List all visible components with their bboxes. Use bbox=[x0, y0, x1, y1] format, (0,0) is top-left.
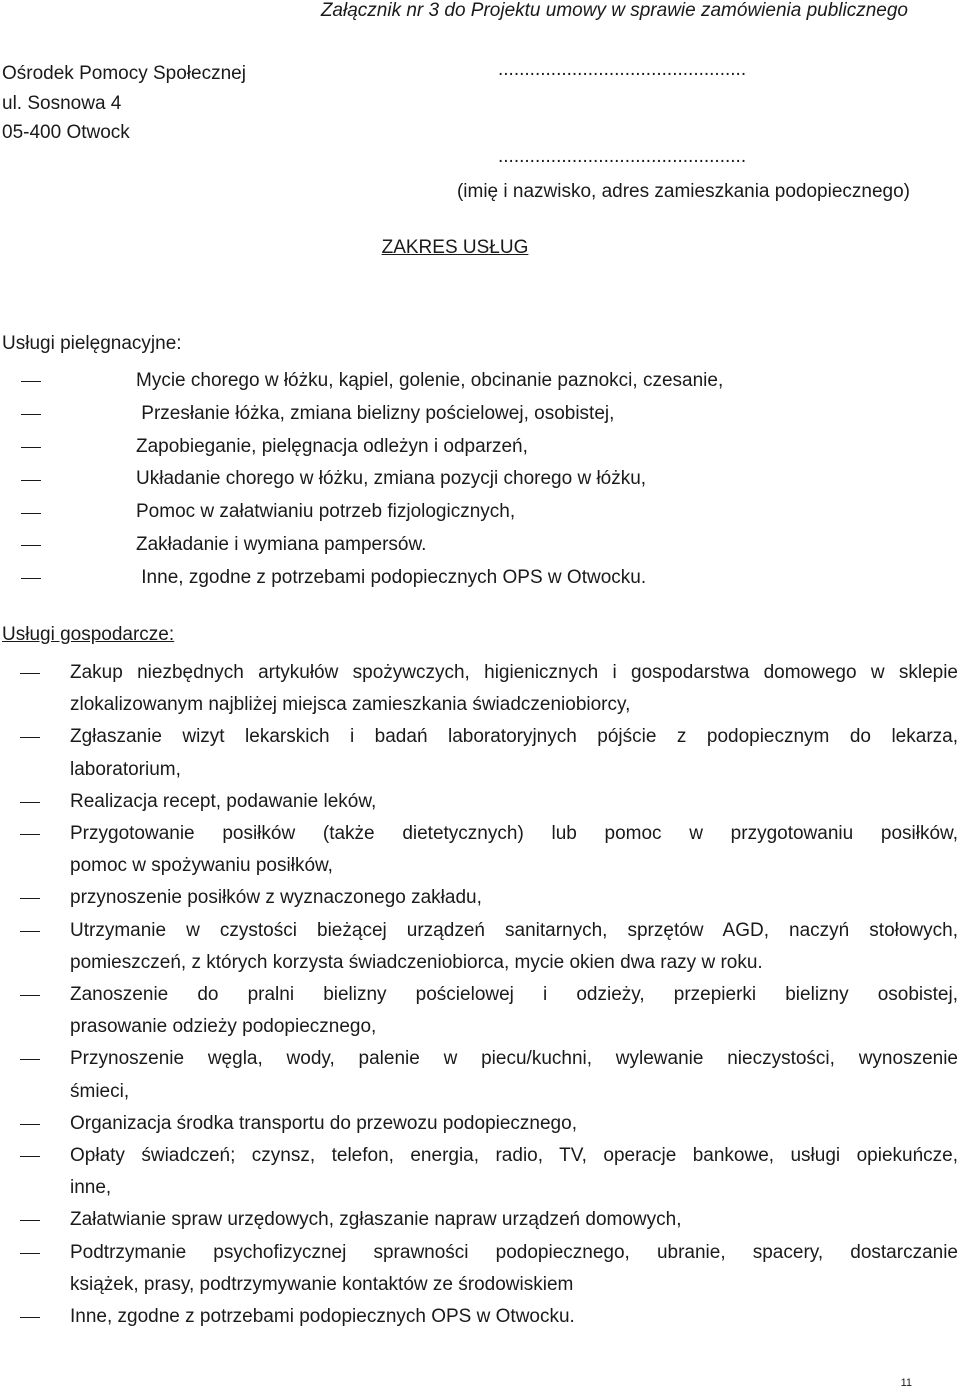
dash-bullet-icon bbox=[20, 673, 40, 674]
dash-bullet-icon bbox=[20, 1317, 40, 1318]
care-service-item bbox=[136, 496, 936, 529]
household-service-item bbox=[70, 1108, 958, 1140]
household-service-text-line: pomoc w spożywaniu posiłków, bbox=[70, 855, 333, 877]
household-service-text-line: Przynoszenie węgla, wody, palenie w piecu/kuchni, wylewanie nieczystości, wynoszenie bbox=[70, 1048, 958, 1070]
household-service-item bbox=[70, 1204, 958, 1236]
household-services-list bbox=[70, 657, 958, 1333]
dash-bullet-icon bbox=[20, 1220, 40, 1221]
household-service-text-line: Załatwianie spraw urzędowych, zgłaszanie napraw urządzeń domowych, bbox=[70, 1209, 682, 1231]
dash-bullet-icon bbox=[21, 414, 41, 415]
care-services-list bbox=[136, 365, 936, 595]
household-service-text-line: inne, bbox=[70, 1177, 112, 1199]
household-service-text-line: zlokalizowanym najbliżej miejsca zamieszkania świadczeniobiorcy, bbox=[70, 694, 631, 716]
household-service-item bbox=[70, 915, 958, 979]
care-service-text: Przesłanie łóżka, zmiana bielizny pościelowej, osobistej, bbox=[136, 402, 615, 424]
care-service-text: Zapobieganie, pielęgnacja odleżyn i odparzeń, bbox=[136, 435, 528, 457]
dash-bullet-icon bbox=[21, 447, 41, 448]
care-service-text: Mycie chorego w łóżku, kąpiel, golenie, obcinanie paznokci, czesanie, bbox=[136, 370, 724, 391]
dash-bullet-icon bbox=[20, 1253, 40, 1254]
household-service-text-line: śmieci, bbox=[70, 1080, 130, 1102]
address-line-3: 05-400 Otwock bbox=[2, 122, 130, 143]
dash-bullet-icon bbox=[21, 578, 41, 579]
care-service-item bbox=[136, 365, 936, 398]
recipient-dots-line-2: ............................................... bbox=[498, 146, 747, 167]
care-services-heading: Usługi pielęgnacyjne: bbox=[2, 333, 182, 354]
dash-bullet-icon bbox=[20, 834, 40, 835]
dash-bullet-icon bbox=[20, 898, 40, 899]
household-service-text-line: Organizacja środka transportu do przewozu podopiecznego, bbox=[70, 1112, 577, 1134]
household-service-text-line: książek, prasy, podtrzymywanie kontaktów ze środowiskiem bbox=[70, 1273, 574, 1295]
household-service-text-line: Utrzymanie w czystości bieżącej urządzeń sanitarnych, sprzętów AGD, naczyń stołowych, bbox=[70, 919, 958, 941]
care-service-item bbox=[136, 398, 936, 431]
household-service-text-line: Opłaty świadczeń; czynsz, telefon, energia, radio, TV, operacje bankowe, usługi opiekuńcze, bbox=[70, 1145, 958, 1167]
household-service-text-line: Realizacja recept, podawanie leków, bbox=[70, 790, 377, 812]
household-service-item bbox=[70, 1140, 958, 1204]
household-service-item bbox=[70, 882, 958, 914]
household-service-item bbox=[70, 1043, 958, 1107]
dash-bullet-icon bbox=[20, 1059, 40, 1060]
recipient-dots-line-1: ............................................... bbox=[498, 59, 747, 80]
household-service-text-line: Zakup niezbędnych artykułów spożywczych, higienicznych i gospodarstwa domowego w sklepie bbox=[70, 662, 958, 683]
care-service-text: Inne, zgodne z potrzebami podopiecznych OPS w Otwocku. bbox=[136, 566, 647, 588]
attachment-note: Załącznik nr 3 do Projektu umowy w sprawie zamówienia publicznego bbox=[320, 0, 908, 21]
dash-bullet-icon bbox=[20, 1124, 40, 1125]
document-title: ZAKRES USŁUG bbox=[381, 237, 529, 258]
dash-bullet-icon bbox=[20, 931, 40, 932]
household-service-item bbox=[70, 818, 958, 882]
care-service-item bbox=[136, 529, 936, 562]
sender-address bbox=[2, 59, 246, 148]
household-service-text-line: przynoszenie posiłków z wyznaczonego zakładu, bbox=[70, 887, 482, 909]
household-service-text-line: Zanoszenie do pralni bielizny pościelowej i odzieży, przepierki bielizny osobistej, bbox=[70, 984, 958, 1006]
care-service-item bbox=[136, 431, 936, 464]
household-service-text-line: Przygotowanie posiłków (także dietetycznych) lub pomoc w przygotowaniu posiłków, bbox=[70, 823, 958, 845]
care-service-text: Pomoc w załatwianiu potrzeb fizjologicznych, bbox=[136, 501, 516, 523]
address-line-2: ul. Sosnowa 4 bbox=[2, 92, 122, 114]
care-service-item bbox=[136, 463, 936, 496]
household-service-item bbox=[70, 721, 958, 785]
care-service-text: Zakładanie i wymiana pampersów. bbox=[136, 533, 427, 555]
household-service-item bbox=[70, 1301, 958, 1333]
page-number: 11 bbox=[900, 1377, 912, 1389]
care-service-item bbox=[136, 562, 936, 595]
household-service-item bbox=[70, 1237, 958, 1301]
household-service-text-line: prasowanie odzieży podopiecznego, bbox=[70, 1016, 377, 1038]
household-service-item bbox=[70, 979, 958, 1043]
dash-bullet-icon bbox=[21, 513, 41, 514]
dash-bullet-icon bbox=[21, 381, 41, 382]
dash-bullet-icon bbox=[20, 995, 40, 996]
dash-bullet-icon bbox=[21, 480, 41, 481]
recipient-caption: (imię i nazwisko, adres zamieszkania podopiecznego) bbox=[456, 181, 910, 202]
dash-bullet-icon bbox=[21, 545, 41, 546]
address-line-1: Ośrodek Pomocy Społecznej bbox=[2, 63, 246, 84]
household-service-text-line: laboratorium, bbox=[70, 758, 181, 780]
dash-bullet-icon bbox=[20, 737, 40, 738]
household-service-text-line: Zgłaszanie wizyt lekarskich i badań laboratoryjnych pójście z podopiecznym do lekarza, bbox=[70, 726, 958, 748]
dash-bullet-icon bbox=[20, 1156, 40, 1157]
household-service-item bbox=[70, 786, 958, 818]
dash-bullet-icon bbox=[20, 802, 40, 803]
household-service-text-line: Inne, zgodne z potrzebami podopiecznych OPS w Otwocku. bbox=[70, 1306, 575, 1328]
household-service-item bbox=[70, 657, 958, 721]
household-service-text-line: pomieszczeń, z których korzysta świadczeniobiorca, mycie okien dwa razy w roku. bbox=[70, 951, 763, 973]
household-services-heading: Usługi gospodarcze: bbox=[2, 624, 175, 645]
care-service-text: Układanie chorego w łóżku, zmiana pozycji chorego w łóżku, bbox=[136, 468, 647, 490]
household-service-text-line: Podtrzymanie psychofizycznej sprawności podopiecznego, ubranie, spacery, dostarczanie bbox=[70, 1241, 958, 1263]
